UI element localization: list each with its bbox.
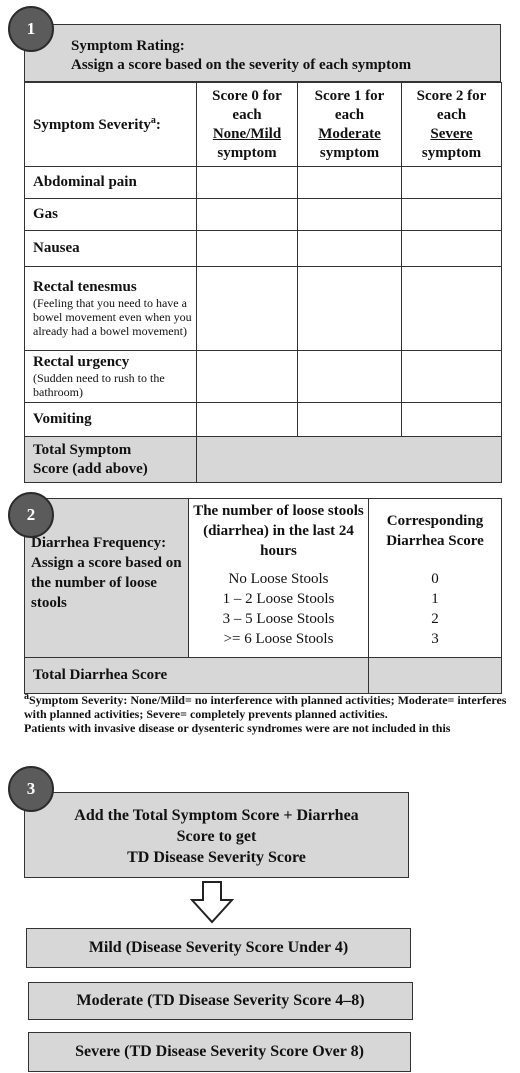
total-symptom-label: Total Symptom Score (add above) bbox=[25, 437, 197, 483]
list-item: 2 bbox=[431, 611, 439, 627]
score-cell[interactable] bbox=[197, 167, 298, 199]
score-cell[interactable] bbox=[298, 167, 402, 199]
loose-stools-list bbox=[189, 563, 369, 657]
score-cell[interactable] bbox=[197, 267, 298, 351]
symptom-name: Vomiting bbox=[25, 403, 197, 437]
symptom-name: Nausea bbox=[25, 231, 197, 267]
symptom-note: (Feeling that you need to have a bowel movement even when you already had a bowel movement) bbox=[33, 296, 192, 338]
list-item: 0 bbox=[431, 571, 439, 587]
step-3-badge: 3 bbox=[8, 766, 54, 812]
total-symptom-cell[interactable] bbox=[197, 437, 502, 483]
score-cell[interactable] bbox=[402, 231, 502, 267]
score-cell[interactable] bbox=[298, 231, 402, 267]
symptom-name: Abdominal pain bbox=[25, 167, 197, 199]
severe-severity-box: Severe (TD Disease Severity Score Over 8) bbox=[28, 1032, 411, 1072]
list-item: No Loose Stools bbox=[228, 571, 329, 587]
score-cell[interactable] bbox=[402, 199, 502, 231]
list-item: >= 6 Loose Stools bbox=[223, 631, 334, 647]
symptom-rating-table bbox=[24, 82, 502, 483]
score-cell[interactable] bbox=[402, 403, 502, 437]
score-cell[interactable] bbox=[298, 199, 402, 231]
score-cell[interactable] bbox=[197, 351, 298, 403]
diarrhea-score-header: Corresponding Diarrhea Score bbox=[369, 499, 502, 564]
table-header-row bbox=[25, 499, 502, 564]
table-header-row bbox=[25, 83, 502, 167]
loose-stools-header: The number of loose stools (diarrhea) in the last 24 hours bbox=[189, 499, 369, 564]
table-row bbox=[25, 231, 502, 267]
total-symptom-row bbox=[25, 437, 502, 483]
diarrhea-frequency-label: Diarrhea Frequency: Assign a score based on the number of loose stools bbox=[25, 499, 189, 658]
score-cell[interactable] bbox=[197, 403, 298, 437]
symptom-name: Gas bbox=[25, 199, 197, 231]
symptom-rating-subtitle: Assign a score based on the severity of each symptom bbox=[71, 57, 412, 73]
list-item: 3 – 5 Loose Stools bbox=[222, 611, 335, 627]
table-row bbox=[25, 267, 502, 351]
score-cell[interactable] bbox=[197, 199, 298, 231]
total-diarrhea-row bbox=[25, 657, 502, 693]
list-item: 1 – 2 Loose Stools bbox=[222, 591, 335, 607]
score-cell[interactable] bbox=[298, 403, 402, 437]
score-0-header: Score 0 for each None/Mild symptom bbox=[197, 83, 298, 167]
down-arrow-icon bbox=[190, 880, 234, 924]
total-diarrhea-cell[interactable] bbox=[369, 657, 502, 693]
table-row bbox=[25, 199, 502, 231]
score-2-header: Score 2 for each Severe symptom bbox=[402, 83, 502, 167]
list-item: 1 bbox=[431, 591, 439, 607]
mild-severity-box: Mild (Disease Severity Score Under 4) bbox=[26, 928, 411, 968]
diarrhea-frequency-table bbox=[24, 498, 502, 694]
symptom-rating-header bbox=[24, 24, 501, 82]
total-diarrhea-label: Total Diarrhea Score bbox=[25, 657, 369, 693]
score-cell[interactable] bbox=[402, 351, 502, 403]
score-cell[interactable] bbox=[402, 167, 502, 199]
score-cell[interactable] bbox=[298, 267, 402, 351]
table-row bbox=[25, 403, 502, 437]
score-1-header: Score 1 for each Moderate symptom bbox=[298, 83, 402, 167]
table-row bbox=[25, 167, 502, 199]
symptom-note: (Sudden need to rush to the bathroom) bbox=[33, 371, 165, 399]
symptom-severity-header: Symptom Severity$^a$: bbox=[25, 83, 197, 167]
step-2-badge: 2 bbox=[8, 492, 54, 538]
score-cell[interactable] bbox=[402, 267, 502, 351]
diarrhea-score-list bbox=[369, 563, 502, 657]
score-cell[interactable] bbox=[298, 351, 402, 403]
symptom-name: Rectal tenesmus (Feeling that you need to have a bowel movement even when you already had a bowel movement) bbox=[25, 267, 197, 351]
score-cell[interactable] bbox=[197, 231, 298, 267]
step-1-badge: 1 bbox=[8, 6, 54, 52]
symptom-name: Rectal urgency (Sudden need to rush to the bathroom) bbox=[25, 351, 197, 403]
list-item: 3 bbox=[431, 631, 439, 647]
moderate-severity-box: Moderate (TD Disease Severity Score 4–8) bbox=[28, 982, 413, 1020]
footnote: $^a$Symptom Severity: None/Mild= no interference with planned activities; Moderate= interferes with planned activities; Severe= completely prevents planned activities. Patients with invasive disease or dysenteric syndromes were are not included in this bbox=[24, 691, 507, 735]
table-row bbox=[25, 351, 502, 403]
symptom-rating-title: Symptom Rating: bbox=[71, 38, 185, 54]
severity-calculation-box: Add the Total Symptom Score + Diarrhea Score to get TD Disease Severity Score bbox=[24, 792, 409, 878]
